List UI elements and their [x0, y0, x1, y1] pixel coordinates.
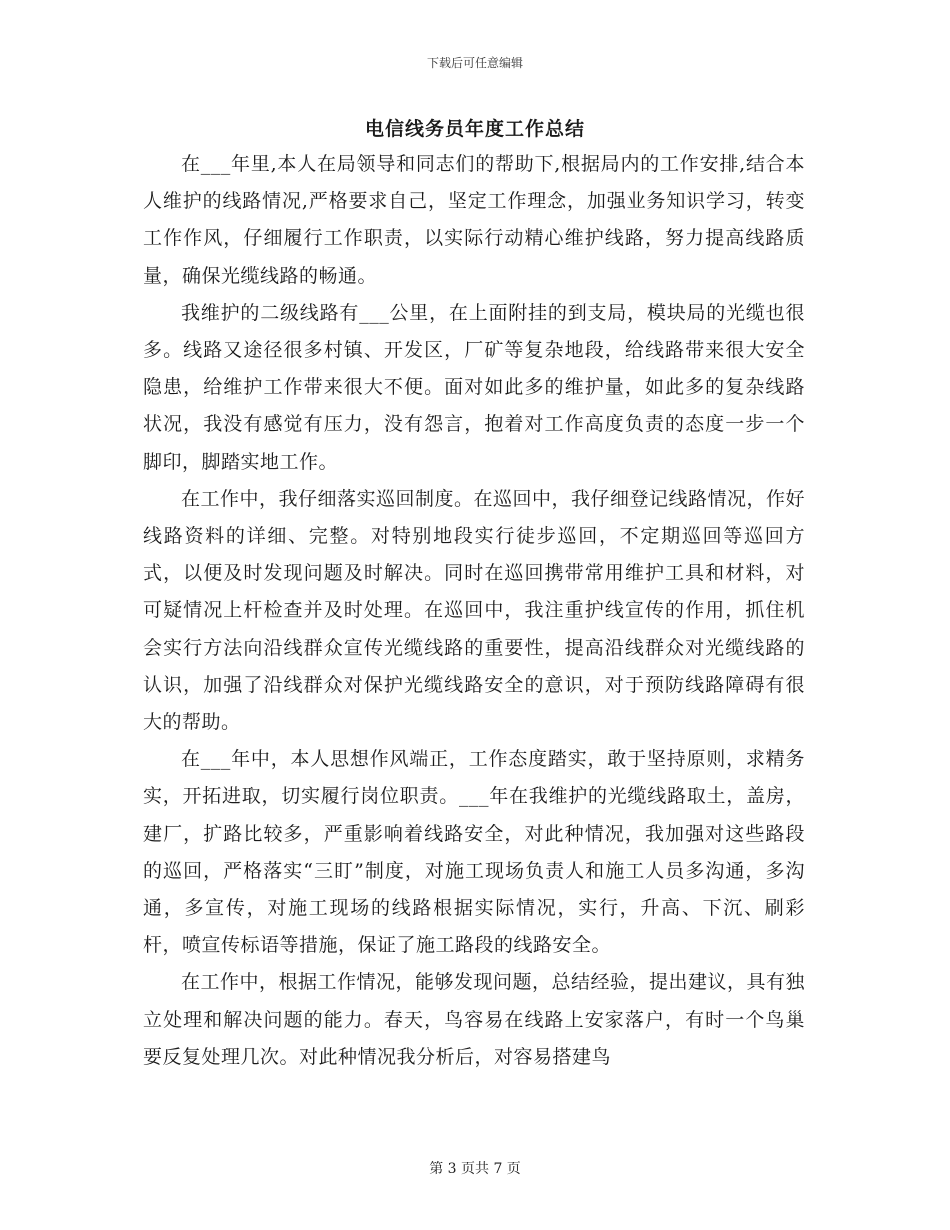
document-title: 电信线务员年度工作总结	[364, 118, 585, 140]
paragraph: 在工作中，我仔细落实巡回制度。在巡回中，我仔细登记线路情况，作好线路资料的详细、完整。对特别地段实行徒步巡回，不定期巡回等巡回方式，以便及时发现问题及时解决。同时在巡回携带常用维护工具和材料，对可疑情况上杆检查并及时处理。在巡回中，我注重护线宣传的作用，抓住机会实行方法向沿线群众宣传光缆线路的重要性，提高沿线群众对光缆线路的认识，加强了沿线群众对保护光缆线路安全的意识，对于预防线路障碍有很大的帮助。	[143, 487, 806, 734]
paragraph: 在___年中，本人思想作风端正，工作态度踏实，敢于坚持原则，求精务实，开拓进取，切实履行岗位职责。___年在我维护的光缆线路取土，盖房，建厂，扩路比较多，严重影响着线路安全，对此种情况，我加强对这些路段的巡回，严格落实“三盯”制度，对施工现场负责人和施工人员多沟通，多沟通，多宣传，对施工现场的线路根据实际情况，实行，升高、下沉、刷彩杆，喷宣传标语等措施，保证了施工路段的线路安全。	[143, 748, 805, 957]
paragraph: 我维护的二级线路有___公里，在上面附挂的到支局，模块局的光缆也很多。线路又途径很多村镇、开发区，厂矿等复杂地段，给线路带来很大安全隐患，给维护工作带来很大不便。面对如此多的维护量，如此多的复杂线路状况，我没有感觉有压力，没有怨言，抱着对工作高度负责的态度一步一个脚印，脚踏实地工作。	[143, 301, 805, 473]
header-note: 下载后可任意编辑	[426, 56, 523, 70]
paragraph: 在工作中，根据工作情况，能够发现问题，总结经验，提出建议，具有独立处理和解决问题的能力。春天，鸟容易在线路上安家落户，有时一个鸟巢要反复处理几次。对此种情况我分析后，对容易搭建鸟	[143, 971, 806, 1068]
document-body	[143, 146, 805, 1076]
page-number: 第 3 页共 7 页	[429, 1161, 521, 1177]
paragraph: 在___年里,本人在局领导和同志们的帮助下,根据局内的工作安排,结合本人维护的线路情况,严格要求自己，坚定工作理念，加强业务知识学习，转变工作作风，仔细履行工作职责，以实际行动精心维护线路，努力提高线路质量，确保光缆线路的畅通。	[143, 153, 805, 287]
